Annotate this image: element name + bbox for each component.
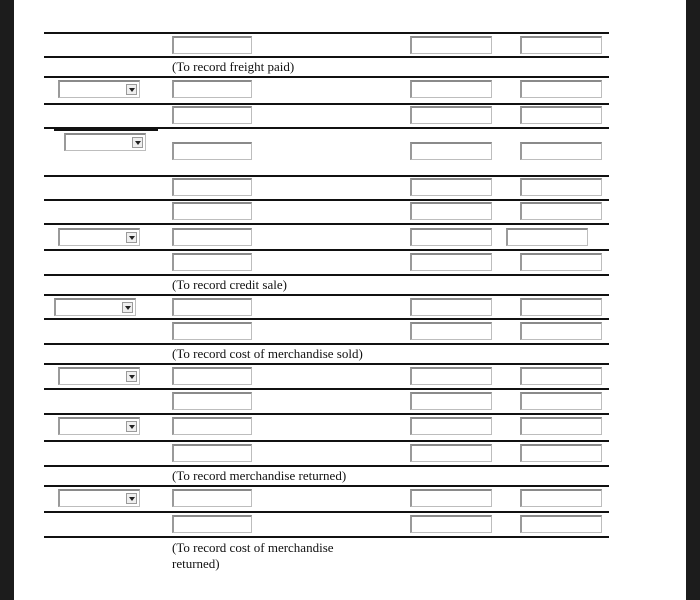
journal-entry-page: [14, 0, 686, 600]
credit-amount-input[interactable]: [520, 253, 602, 271]
debit-amount-input[interactable]: [410, 178, 492, 196]
explanation-cost-of-merchandise-returned: [172, 540, 334, 572]
credit-amount-input[interactable]: [520, 106, 602, 124]
debit-amount-input[interactable]: [410, 298, 492, 316]
account-title-input[interactable]: [172, 367, 252, 385]
account-title-input[interactable]: [172, 392, 252, 410]
row-divider: [44, 175, 609, 177]
account-title-input[interactable]: [172, 298, 252, 316]
row-divider: [44, 511, 609, 513]
date-dropdown[interactable]: [58, 367, 140, 385]
credit-amount-input[interactable]: [520, 178, 602, 196]
row-divider: [44, 249, 609, 251]
account-title-input[interactable]: [172, 444, 252, 462]
credit-amount-input[interactable]: [520, 489, 602, 507]
row-divider: [44, 388, 609, 390]
date-dropdown[interactable]: [54, 298, 136, 316]
debit-amount-input[interactable]: [410, 515, 492, 533]
account-title-input[interactable]: [172, 142, 252, 160]
chevron-down-icon: [126, 232, 137, 243]
explanation-credit-sale: (To record credit sale): [172, 277, 287, 292]
row-divider: [44, 440, 609, 442]
row-divider: [44, 413, 609, 415]
debit-amount-input[interactable]: [410, 228, 492, 246]
row-divider: [44, 536, 609, 538]
date-dropdown[interactable]: [58, 228, 140, 246]
row-divider: [44, 223, 609, 225]
credit-amount-input[interactable]: [520, 322, 602, 340]
row-divider: [44, 274, 609, 276]
row-divider: [44, 76, 609, 78]
credit-amount-input[interactable]: [520, 80, 602, 98]
credit-amount-input[interactable]: [520, 417, 602, 435]
account-title-input[interactable]: [172, 202, 252, 220]
debit-amount-input[interactable]: [410, 367, 492, 385]
debit-amount-input[interactable]: [410, 322, 492, 340]
credit-amount-input[interactable]: [520, 202, 602, 220]
chevron-down-icon: [126, 421, 137, 432]
debit-amount-input[interactable]: [410, 489, 492, 507]
date-dropdown[interactable]: [58, 80, 140, 98]
credit-amount-input[interactable]: [520, 392, 602, 410]
credit-amount-input[interactable]: [520, 298, 602, 316]
explanation-freight-paid: (To record freight paid): [172, 59, 295, 74]
explanation-cost-of-merchandise-sold: (To record cost of merchandise sold): [172, 346, 363, 361]
row-divider: [44, 199, 609, 201]
account-title-input[interactable]: [172, 80, 252, 98]
credit-amount-input[interactable]: [506, 228, 588, 246]
row-divider: [44, 318, 609, 320]
explanation-merchandise-returned: (To record merchandise returned): [172, 468, 347, 483]
date-dropdown[interactable]: [58, 489, 140, 507]
debit-amount-input[interactable]: [410, 202, 492, 220]
row-divider: [44, 32, 609, 34]
date-dropdown[interactable]: [64, 133, 146, 151]
debit-amount-input[interactable]: [410, 392, 492, 410]
chevron-down-icon: [132, 137, 143, 148]
row-divider: [44, 56, 609, 58]
row-divider: [54, 129, 158, 131]
debit-amount-input[interactable]: [410, 80, 492, 98]
row-divider: [44, 103, 609, 105]
credit-amount-input[interactable]: [520, 142, 602, 160]
chevron-down-icon: [126, 493, 137, 504]
account-title-input[interactable]: [172, 322, 252, 340]
account-title-input[interactable]: [172, 228, 252, 246]
debit-amount-input[interactable]: [410, 106, 492, 124]
account-title-input[interactable]: [172, 417, 252, 435]
debit-amount-input[interactable]: [410, 142, 492, 160]
row-divider: [44, 465, 609, 467]
credit-amount-input[interactable]: [520, 367, 602, 385]
chevron-down-icon: [126, 84, 137, 95]
row-divider: [44, 294, 609, 296]
debit-amount-input[interactable]: [410, 444, 492, 462]
account-title-input[interactable]: [172, 253, 252, 271]
chevron-down-icon: [126, 371, 137, 382]
account-title-input[interactable]: [172, 178, 252, 196]
row-divider: [44, 343, 609, 345]
debit-amount-input[interactable]: [410, 36, 492, 54]
date-dropdown[interactable]: [58, 417, 140, 435]
credit-amount-input[interactable]: [520, 515, 602, 533]
credit-amount-input[interactable]: [520, 444, 602, 462]
account-title-input[interactable]: [172, 515, 252, 533]
debit-amount-input[interactable]: [410, 253, 492, 271]
explanation-line: returned): [172, 556, 220, 571]
explanation-line: (To record cost of merchandise: [172, 540, 334, 555]
chevron-down-icon: [122, 302, 133, 313]
row-divider: [44, 363, 609, 365]
row-divider: [44, 485, 609, 487]
account-title-input[interactable]: [172, 489, 252, 507]
account-title-input[interactable]: [172, 106, 252, 124]
credit-amount-input[interactable]: [520, 36, 602, 54]
account-title-input[interactable]: [172, 36, 252, 54]
debit-amount-input[interactable]: [410, 417, 492, 435]
